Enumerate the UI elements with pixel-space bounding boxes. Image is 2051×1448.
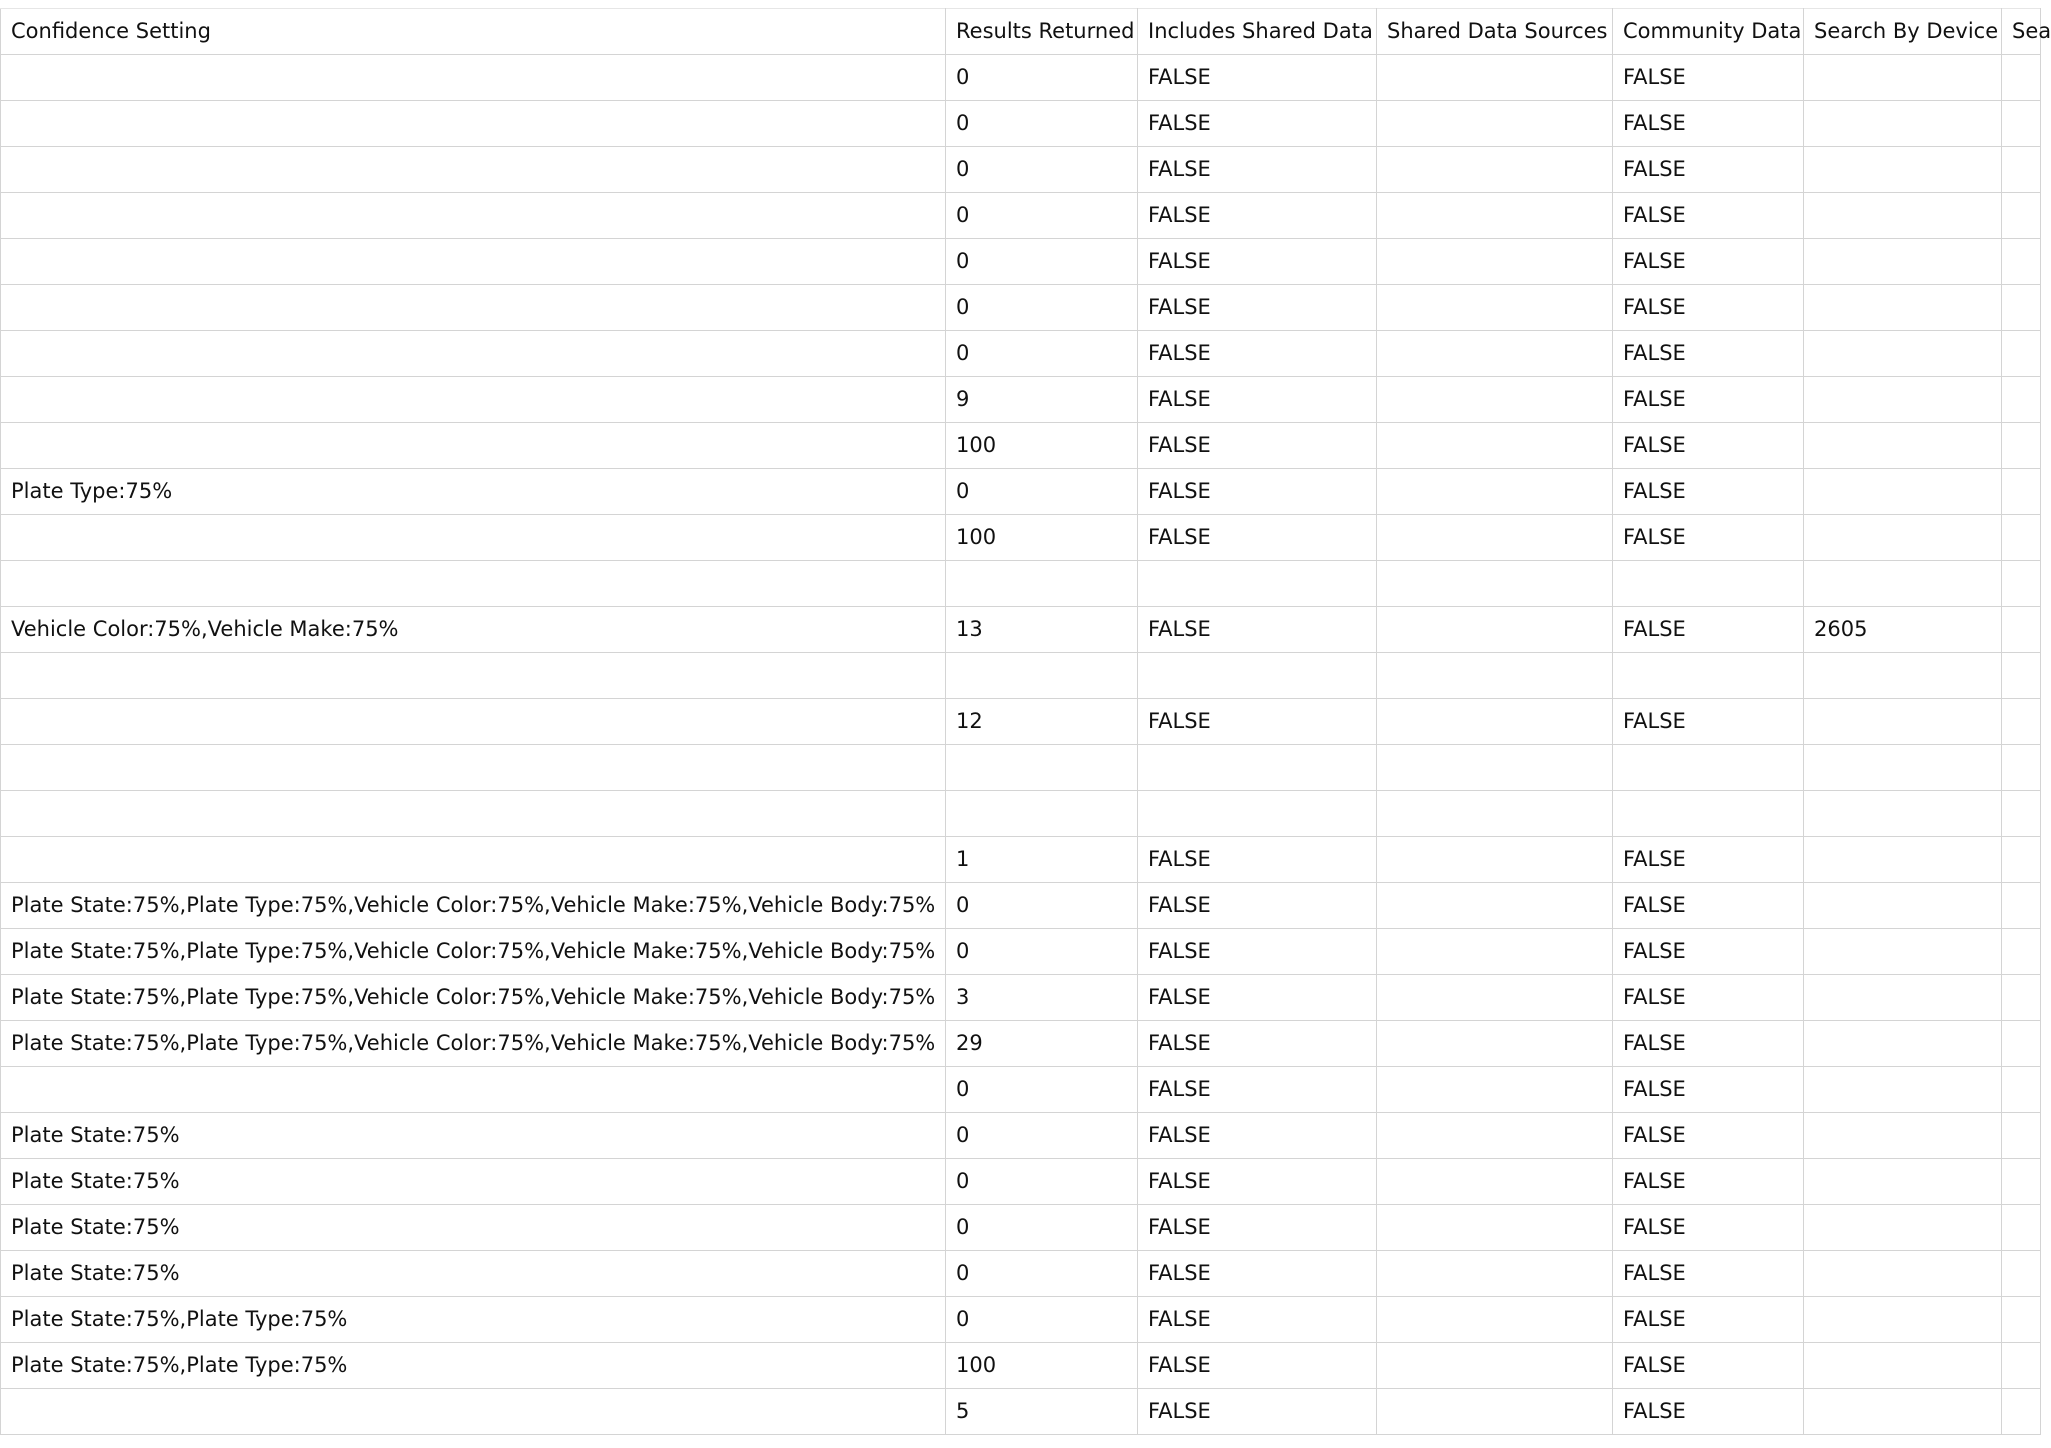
results-returned-cell[interactable]: 0 [946,1297,1138,1343]
results-returned-cell[interactable]: 0 [946,1067,1138,1113]
search-by-device-cell[interactable] [1804,1159,2002,1205]
results-returned-cell[interactable]: 100 [946,1343,1138,1389]
shared-data-sources-cell[interactable] [1377,791,1613,837]
includes-shared-data-cell[interactable] [1138,745,1377,791]
search-by-device-cell[interactable] [1804,101,2002,147]
results-returned-cell[interactable]: 0 [946,883,1138,929]
search-by-device-cell[interactable] [1804,699,2002,745]
shared-data-sources-cell[interactable] [1377,929,1613,975]
results-returned-cell[interactable]: 9 [946,377,1138,423]
includes-shared-data-cell[interactable]: FALSE [1138,699,1377,745]
confidence-setting-cell[interactable]: Vehicle Color:75%,Vehicle Make:75% [1,607,946,653]
shared-data-sources-cell[interactable] [1377,1205,1613,1251]
confidence-setting-cell[interactable] [1,285,946,331]
results-returned-cell[interactable] [946,653,1138,699]
shared-data-sources-cell[interactable] [1377,1251,1613,1297]
confidence-setting-cell[interactable] [1,193,946,239]
results-returned-cell[interactable]: 1 [946,837,1138,883]
table-row [1,423,2041,469]
results-returned-cell[interactable]: 0 [946,1113,1138,1159]
truncated-column-cell[interactable] [2002,193,2041,239]
includes-shared-data-cell[interactable]: FALSE [1138,883,1377,929]
search-by-device-cell[interactable] [1804,1251,2002,1297]
column-header-truncated[interactable]: Sea [2002,9,2041,55]
includes-shared-data-cell[interactable] [1138,561,1377,607]
includes-shared-data-cell[interactable]: FALSE [1138,1343,1377,1389]
shared-data-sources-cell[interactable] [1377,469,1613,515]
truncated-column-cell[interactable] [2002,285,2041,331]
results-returned-cell[interactable]: 0 [946,929,1138,975]
table-row [1,837,2041,883]
includes-shared-data-cell[interactable]: FALSE [1138,607,1377,653]
table-row [1,791,2041,837]
confidence-setting-cell[interactable]: Plate State:75%,Plate Type:75% [1,1297,946,1343]
confidence-setting-cell[interactable]: Plate State:75% [1,1205,946,1251]
search-by-device-cell[interactable] [1804,1205,2002,1251]
community-data-cell[interactable]: FALSE [1613,883,1804,929]
results-returned-cell[interactable]: 0 [946,147,1138,193]
includes-shared-data-cell[interactable]: FALSE [1138,515,1377,561]
search-by-device-cell[interactable] [1804,377,2002,423]
truncated-column-cell[interactable] [2002,1159,2041,1205]
shared-data-sources-cell[interactable] [1377,101,1613,147]
confidence-setting-cell[interactable]: Plate Type:75% [1,469,946,515]
shared-data-sources-cell[interactable] [1377,1021,1613,1067]
search-by-device-cell[interactable] [1804,561,2002,607]
includes-shared-data-cell[interactable]: FALSE [1138,423,1377,469]
results-returned-cell[interactable] [946,791,1138,837]
confidence-setting-cell[interactable] [1,377,946,423]
results-returned-cell[interactable]: 0 [946,1251,1138,1297]
includes-shared-data-cell[interactable]: FALSE [1138,147,1377,193]
community-data-cell[interactable]: FALSE [1613,469,1804,515]
search-by-device-cell[interactable]: 2605 [1804,607,2002,653]
results-returned-cell[interactable] [946,745,1138,791]
truncated-column-cell[interactable] [2002,837,2041,883]
table-row [1,975,2041,1021]
truncated-column-cell[interactable] [2002,1113,2041,1159]
confidence-setting-cell[interactable]: Plate State:75% [1,1159,946,1205]
table-row [1,1159,2041,1205]
truncated-column-cell[interactable] [2002,331,2041,377]
truncated-column-cell[interactable] [2002,929,2041,975]
column-header-shared-data-sources[interactable]: Shared Data Sources [1377,9,1613,55]
column-header-includes-shared-data[interactable]: Includes Shared Data [1138,9,1377,55]
search-by-device-cell[interactable] [1804,883,2002,929]
confidence-setting-cell[interactable]: Plate State:75%,Plate Type:75%,Vehicle Color:75%,Vehicle Make:75%,Vehicle Body:75% [1,929,946,975]
table-row [1,101,2041,147]
search-by-device-cell[interactable] [1804,745,2002,791]
results-returned-cell[interactable]: 0 [946,469,1138,515]
results-returned-cell[interactable]: 13 [946,607,1138,653]
table-row [1,469,2041,515]
search-by-device-cell[interactable] [1804,837,2002,883]
shared-data-sources-cell[interactable] [1377,239,1613,285]
truncated-column-cell[interactable] [2002,653,2041,699]
shared-data-sources-cell[interactable] [1377,699,1613,745]
results-returned-cell[interactable]: 0 [946,1205,1138,1251]
table-row [1,929,2041,975]
table-row [1,331,2041,377]
table-row [1,147,2041,193]
includes-shared-data-cell[interactable]: FALSE [1138,193,1377,239]
table-row [1,1343,2041,1389]
confidence-setting-cell[interactable] [1,331,946,377]
shared-data-sources-cell[interactable] [1377,745,1613,791]
results-returned-cell[interactable]: 12 [946,699,1138,745]
results-returned-cell[interactable]: 0 [946,331,1138,377]
search-by-device-cell[interactable] [1804,193,2002,239]
includes-shared-data-cell[interactable]: FALSE [1138,377,1377,423]
truncated-column-cell[interactable] [2002,55,2041,101]
community-data-cell[interactable]: FALSE [1613,1205,1804,1251]
results-returned-cell[interactable]: 100 [946,423,1138,469]
search-by-device-cell[interactable] [1804,1297,2002,1343]
community-data-cell[interactable]: FALSE [1613,193,1804,239]
confidence-setting-cell[interactable] [1,653,946,699]
shared-data-sources-cell[interactable] [1377,1159,1613,1205]
confidence-setting-cell[interactable] [1,423,946,469]
table-row [1,561,2041,607]
search-by-device-cell[interactable] [1804,239,2002,285]
truncated-column-cell[interactable] [2002,515,2041,561]
shared-data-sources-cell[interactable] [1377,1389,1613,1435]
community-data-cell[interactable] [1613,791,1804,837]
truncated-column-cell[interactable] [2002,239,2041,285]
includes-shared-data-cell[interactable]: FALSE [1138,1251,1377,1297]
table-row [1,285,2041,331]
includes-shared-data-cell[interactable]: FALSE [1138,1389,1377,1435]
column-header-confidence-setting[interactable]: Confidence Setting [1,9,946,55]
shared-data-sources-cell[interactable] [1377,193,1613,239]
truncated-column-cell[interactable] [2002,147,2041,193]
confidence-setting-cell[interactable] [1,699,946,745]
results-returned-cell[interactable]: 3 [946,975,1138,1021]
truncated-column-cell[interactable] [2002,1205,2041,1251]
table-row [1,1067,2041,1113]
community-data-cell[interactable]: FALSE [1613,699,1804,745]
shared-data-sources-cell[interactable] [1377,1113,1613,1159]
includes-shared-data-cell[interactable]: FALSE [1138,1021,1377,1067]
truncated-column-cell[interactable] [2002,1251,2041,1297]
results-returned-cell[interactable]: 0 [946,55,1138,101]
includes-shared-data-cell[interactable]: FALSE [1138,975,1377,1021]
includes-shared-data-cell[interactable]: FALSE [1138,929,1377,975]
community-data-cell[interactable] [1613,745,1804,791]
spreadsheet-grid [0,8,2051,1448]
shared-data-sources-cell[interactable] [1377,147,1613,193]
table-row [1,1205,2041,1251]
community-data-cell[interactable]: FALSE [1613,607,1804,653]
shared-data-sources-cell[interactable] [1377,653,1613,699]
community-data-cell[interactable]: FALSE [1613,837,1804,883]
community-data-cell[interactable]: FALSE [1613,1389,1804,1435]
includes-shared-data-cell[interactable]: FALSE [1138,285,1377,331]
search-by-device-cell[interactable] [1804,147,2002,193]
community-data-cell[interactable]: FALSE [1613,1159,1804,1205]
search-by-device-cell[interactable] [1804,55,2002,101]
community-data-cell[interactable]: FALSE [1613,975,1804,1021]
search-by-device-cell[interactable] [1804,331,2002,377]
shared-data-sources-cell[interactable] [1377,377,1613,423]
table-row [1,239,2041,285]
includes-shared-data-cell[interactable] [1138,791,1377,837]
includes-shared-data-cell[interactable]: FALSE [1138,239,1377,285]
truncated-column-cell[interactable] [2002,1067,2041,1113]
confidence-setting-cell[interactable] [1,561,946,607]
shared-data-sources-cell[interactable] [1377,883,1613,929]
truncated-column-cell[interactable] [2002,1021,2041,1067]
confidence-setting-cell[interactable] [1,515,946,561]
header-row [1,9,2041,55]
search-by-device-cell[interactable] [1804,515,2002,561]
shared-data-sources-cell[interactable] [1377,561,1613,607]
truncated-column-cell[interactable] [2002,1389,2041,1435]
includes-shared-data-cell[interactable]: FALSE [1138,55,1377,101]
community-data-cell[interactable] [1613,561,1804,607]
community-data-cell[interactable]: FALSE [1613,55,1804,101]
truncated-column-cell[interactable] [2002,607,2041,653]
shared-data-sources-cell[interactable] [1377,837,1613,883]
table-row [1,1021,2041,1067]
truncated-column-cell[interactable] [2002,745,2041,791]
table-row [1,883,2041,929]
shared-data-sources-cell[interactable] [1377,607,1613,653]
includes-shared-data-cell[interactable]: FALSE [1138,1067,1377,1113]
confidence-setting-cell[interactable] [1,147,946,193]
column-header-results-returned[interactable]: Results Returned [946,9,1138,55]
data-table [0,8,2051,1435]
confidence-setting-cell[interactable] [1,1389,946,1435]
truncated-column-cell[interactable] [2002,423,2041,469]
truncated-column-cell[interactable] [2002,561,2041,607]
includes-shared-data-cell[interactable]: FALSE [1138,1297,1377,1343]
community-data-cell[interactable]: FALSE [1613,239,1804,285]
community-data-cell[interactable]: FALSE [1613,147,1804,193]
search-by-device-cell[interactable] [1804,929,2002,975]
search-by-device-cell[interactable] [1804,1021,2002,1067]
search-by-device-cell[interactable] [1804,1067,2002,1113]
community-data-cell[interactable]: FALSE [1613,929,1804,975]
community-data-cell[interactable]: FALSE [1613,423,1804,469]
column-header-search-by-device[interactable]: Search By Device [1804,9,2002,55]
includes-shared-data-cell[interactable]: FALSE [1138,101,1377,147]
truncated-column-cell[interactable] [2002,469,2041,515]
community-data-cell[interactable]: FALSE [1613,285,1804,331]
shared-data-sources-cell[interactable] [1377,1067,1613,1113]
includes-shared-data-cell[interactable]: FALSE [1138,1205,1377,1251]
community-data-cell[interactable]: FALSE [1613,101,1804,147]
includes-shared-data-cell[interactable]: FALSE [1138,1159,1377,1205]
results-returned-cell[interactable] [946,561,1138,607]
confidence-setting-cell[interactable]: Plate State:75%,Plate Type:75% [1,1343,946,1389]
confidence-setting-cell[interactable] [1,239,946,285]
results-returned-cell[interactable]: 0 [946,285,1138,331]
confidence-setting-cell[interactable] [1,101,946,147]
search-by-device-cell[interactable] [1804,423,2002,469]
confidence-setting-cell[interactable]: Plate State:75%,Plate Type:75%,Vehicle Color:75%,Vehicle Make:75%,Vehicle Body:75% [1,975,946,1021]
includes-shared-data-cell[interactable]: FALSE [1138,1113,1377,1159]
table-body [1,55,2041,1435]
table-row [1,1113,2041,1159]
search-by-device-cell[interactable] [1804,1113,2002,1159]
community-data-cell[interactable] [1613,653,1804,699]
results-returned-cell[interactable]: 0 [946,239,1138,285]
search-by-device-cell[interactable] [1804,1389,2002,1435]
confidence-setting-cell[interactable] [1,55,946,101]
table-row [1,1297,2041,1343]
includes-shared-data-cell[interactable]: FALSE [1138,469,1377,515]
confidence-setting-cell[interactable] [1,791,946,837]
results-returned-cell[interactable]: 5 [946,1389,1138,1435]
table-row [1,1251,2041,1297]
truncated-column-cell[interactable] [2002,101,2041,147]
results-returned-cell[interactable]: 0 [946,193,1138,239]
truncated-column-cell[interactable] [2002,1297,2041,1343]
confidence-setting-cell[interactable] [1,1067,946,1113]
confidence-setting-cell[interactable]: Plate State:75% [1,1113,946,1159]
search-by-device-cell[interactable] [1804,653,2002,699]
confidence-setting-cell[interactable]: Plate State:75%,Plate Type:75%,Vehicle Color:75%,Vehicle Make:75%,Vehicle Body:75% [1,883,946,929]
confidence-setting-cell[interactable]: Plate State:75% [1,1251,946,1297]
shared-data-sources-cell[interactable] [1377,55,1613,101]
truncated-column-cell[interactable] [2002,377,2041,423]
search-by-device-cell[interactable] [1804,791,2002,837]
table-row [1,193,2041,239]
community-data-cell[interactable]: FALSE [1613,331,1804,377]
table-row [1,1389,2041,1435]
truncated-column-cell[interactable] [2002,791,2041,837]
includes-shared-data-cell[interactable] [1138,653,1377,699]
confidence-setting-cell[interactable] [1,837,946,883]
results-returned-cell[interactable]: 29 [946,1021,1138,1067]
results-returned-cell[interactable]: 100 [946,515,1138,561]
truncated-column-cell[interactable] [2002,1343,2041,1389]
table-row [1,699,2041,745]
shared-data-sources-cell[interactable] [1377,285,1613,331]
truncated-column-cell[interactable] [2002,699,2041,745]
shared-data-sources-cell[interactable] [1377,515,1613,561]
community-data-cell[interactable]: FALSE [1613,1343,1804,1389]
shared-data-sources-cell[interactable] [1377,423,1613,469]
truncated-column-cell[interactable] [2002,883,2041,929]
community-data-cell[interactable]: FALSE [1613,1021,1804,1067]
community-data-cell[interactable]: FALSE [1613,1297,1804,1343]
confidence-setting-cell[interactable] [1,745,946,791]
truncated-column-cell[interactable] [2002,975,2041,1021]
shared-data-sources-cell[interactable] [1377,975,1613,1021]
community-data-cell[interactable]: FALSE [1613,1251,1804,1297]
community-data-cell[interactable]: FALSE [1613,1067,1804,1113]
table-row [1,55,2041,101]
shared-data-sources-cell[interactable] [1377,1343,1613,1389]
shared-data-sources-cell[interactable] [1377,1297,1613,1343]
community-data-cell[interactable]: FALSE [1613,1113,1804,1159]
table-row [1,653,2041,699]
table-row [1,515,2041,561]
confidence-setting-cell[interactable]: Plate State:75%,Plate Type:75%,Vehicle Color:75%,Vehicle Make:75%,Vehicle Body:75% [1,1021,946,1067]
search-by-device-cell[interactable] [1804,469,2002,515]
table-row [1,377,2041,423]
shared-data-sources-cell[interactable] [1377,331,1613,377]
table-row [1,607,2041,653]
search-by-device-cell[interactable] [1804,285,2002,331]
search-by-device-cell[interactable] [1804,1343,2002,1389]
includes-shared-data-cell[interactable]: FALSE [1138,331,1377,377]
table-row [1,745,2041,791]
community-data-cell[interactable]: FALSE [1613,515,1804,561]
search-by-device-cell[interactable] [1804,975,2002,1021]
includes-shared-data-cell[interactable]: FALSE [1138,837,1377,883]
results-returned-cell[interactable]: 0 [946,101,1138,147]
column-header-community-data[interactable]: Community Data [1613,9,1804,55]
results-returned-cell[interactable]: 0 [946,1159,1138,1205]
community-data-cell[interactable]: FALSE [1613,377,1804,423]
